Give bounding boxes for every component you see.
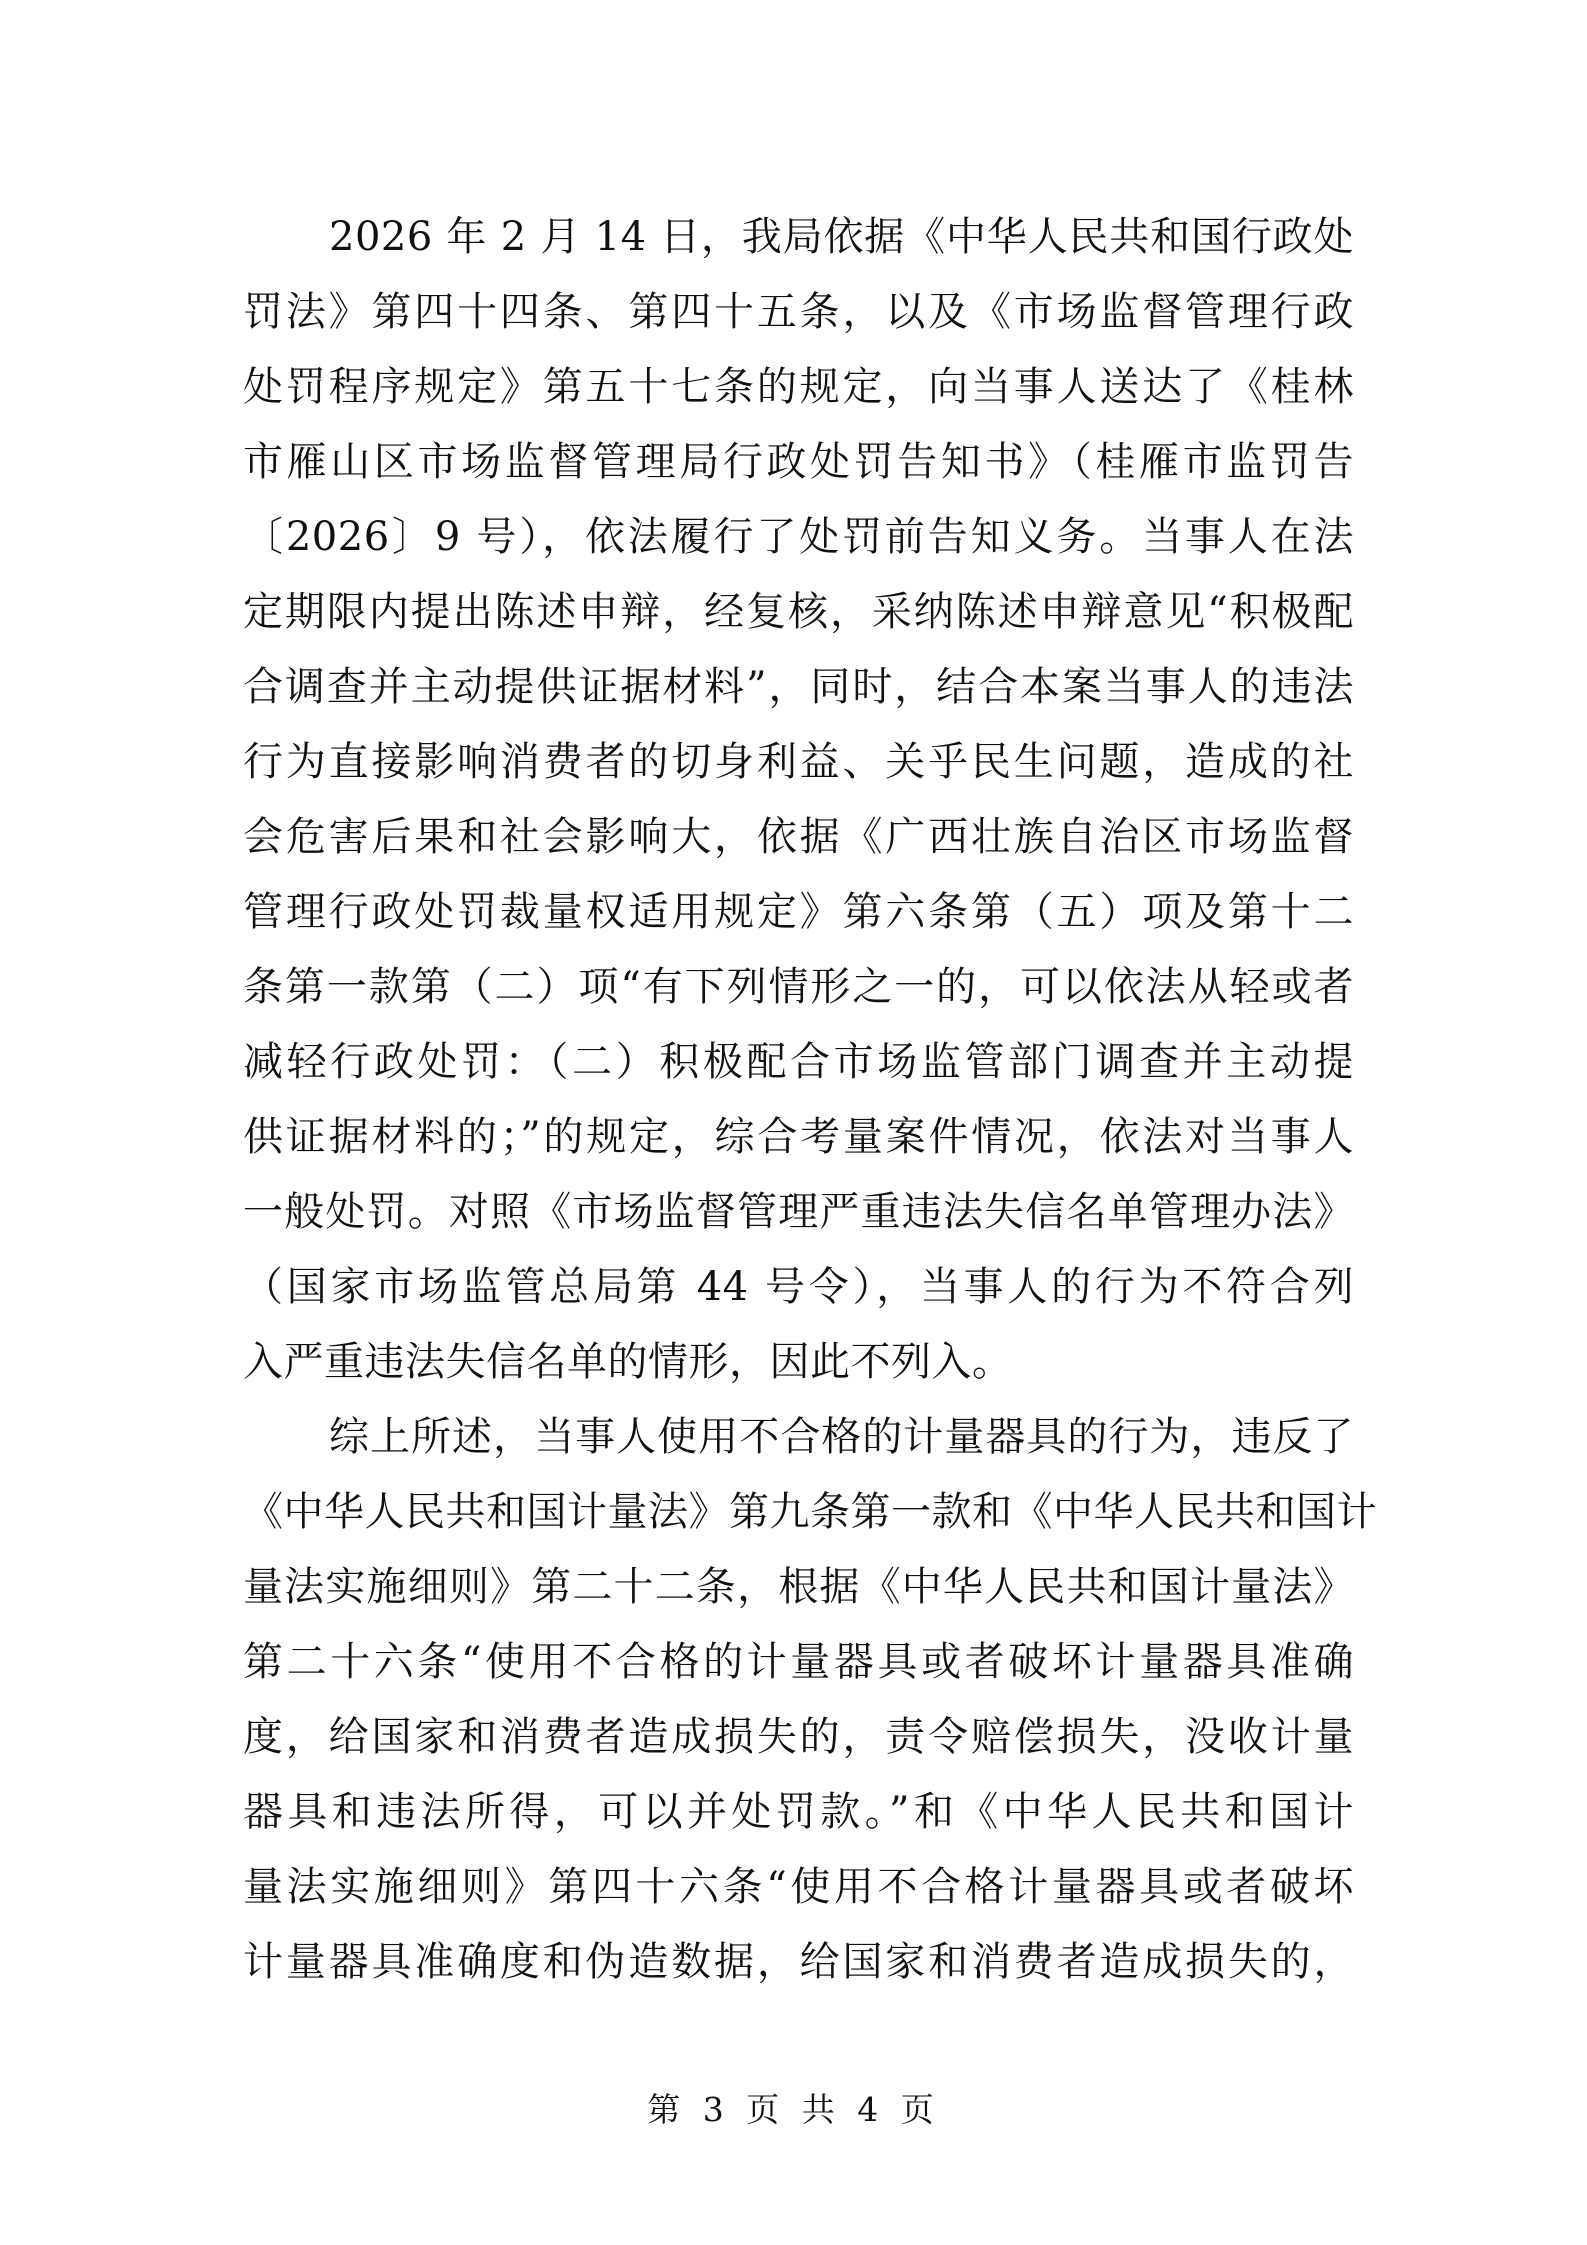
- text-line: 计量器具准确度和伪造数据，给国家和消费者造成损失的，: [243, 1939, 1354, 1985]
- text-line: 一般处罚。对照《市场监督管理严重违法失信名单管理办法》: [243, 1189, 1354, 1235]
- text-line: 综上所述，当事人使用不合格的计量器具的行为，违反了: [329, 1414, 1354, 1460]
- text-line: 〔2026〕9 号），依法履行了处罚前告知义务。当事人在法: [243, 514, 1354, 560]
- text-line: 2026 年 2 月 14 日，我局依据《中华人民共和国行政处: [329, 214, 1354, 260]
- text-line: 条第一款第（二）项“有下列情形之一的，可以依法从轻或者: [243, 964, 1354, 1010]
- text-line: 合调查并主动提供证据材料”，同时，结合本案当事人的违法: [243, 664, 1354, 710]
- text-line: 定期限内提出陈述申辩，经复核，采纳陈述申辩意见“积极配: [243, 589, 1354, 635]
- text-line: （国家市场监管总局第 44 号令），当事人的行为不符合列: [243, 1264, 1354, 1310]
- text-line: 管理行政处罚裁量权适用规定》第六条第（五）项及第十二: [243, 889, 1354, 935]
- text-line: 市雁山区市场监督管理局行政处罚告知书》（桂雁市监罚告: [243, 439, 1354, 485]
- text-line: 量法实施细则》第二十二条，根据《中华人民共和国计量法》: [243, 1564, 1354, 1610]
- text-line: 器具和违法所得，可以并处罚款。”和《中华人民共和国计: [243, 1789, 1354, 1835]
- text-line: 供证据材料的；”的规定，综合考量案件情况，依法对当事人: [243, 1114, 1354, 1160]
- page-number-footer: 第 3 页 共 4 页: [647, 2090, 940, 2129]
- text-line: 行为直接影响消费者的切身利益、关乎民生问题，造成的社: [243, 739, 1354, 785]
- text-line: 度，给国家和消费者造成损失的，责令赔偿损失，没收计量: [243, 1714, 1354, 1760]
- document-body: [243, 200, 1377, 2000]
- text-line: 罚法》第四十四条、第四十五条，以及《市场监督管理行政: [243, 289, 1354, 335]
- text-line: 第二十六条“使用不合格的计量器具或者破坏计量器具准确: [243, 1639, 1354, 1685]
- text-line: 减轻行政处罚：（二）积极配合市场监管部门调查并主动提: [243, 1039, 1354, 1085]
- text-line: 量法实施细则》第四十六条“使用不合格计量器具或者破坏: [243, 1864, 1354, 1910]
- text-line: 处罚程序规定》第五十七条的规定，向当事人送达了《桂林: [243, 364, 1354, 410]
- text-line: 会危害后果和社会影响大，依据《广西壮族自治区市场监督: [243, 814, 1354, 860]
- text-line: 《中华人民共和国计量法》第九条第一款和《中华人民共和国计: [243, 1489, 1377, 1535]
- text-line: 入严重违法失信名单的情形，因此不列入。: [243, 1339, 1013, 1385]
